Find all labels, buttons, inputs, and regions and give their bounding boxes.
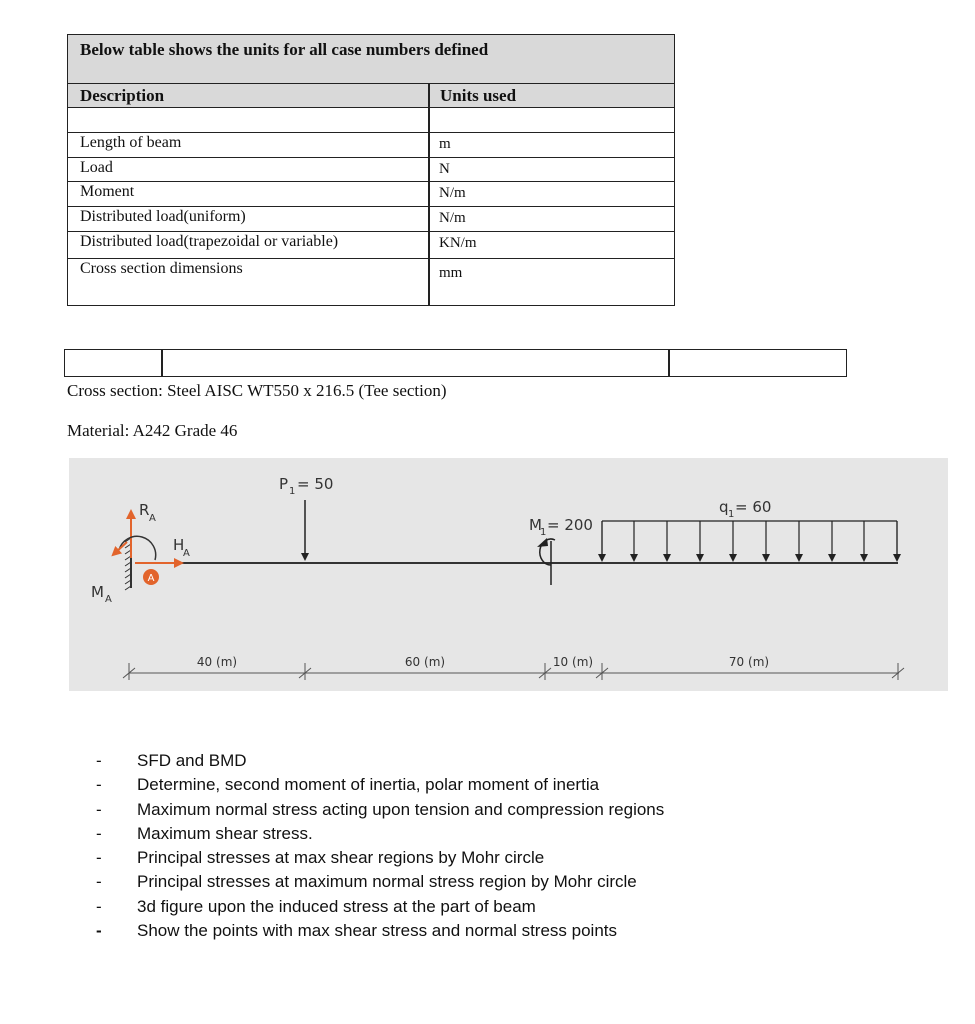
- moment-value: = 200: [547, 516, 593, 534]
- list-item-text: 3d figure upon the induced stress at the part of beam: [137, 896, 536, 916]
- column-header-units: Units used: [440, 86, 517, 105]
- list-item-text: Determine, second moment of inertia, polar moment of inertia: [137, 775, 600, 795]
- ra-label: R: [139, 501, 150, 519]
- list-item-text: Show the points with max shear stress and normal stress points: [137, 921, 617, 941]
- point-load-label: P: [279, 475, 289, 493]
- row-unit: N: [439, 161, 450, 177]
- beam-diagram-svg: [69, 458, 948, 691]
- column-divider: [428, 84, 430, 305]
- units-table-title: Below table shows the units for all case numbers defined: [68, 35, 674, 84]
- ma-subscript: A: [105, 594, 112, 605]
- ma-label: M: [91, 583, 104, 601]
- row-description: Load: [80, 159, 113, 176]
- list-item-text: Maximum normal stress acting upon tension and compression regions: [137, 799, 665, 819]
- row-unit: m: [439, 136, 451, 152]
- cell-divider: [668, 350, 670, 376]
- dimension-label: 10 (m): [552, 655, 594, 669]
- beam-diagram: [69, 458, 948, 691]
- ra-subscript: A: [149, 513, 156, 524]
- row-unit: N/m: [439, 210, 466, 226]
- table-row: [68, 182, 674, 207]
- point-load-value: = 50: [297, 475, 334, 493]
- dimension-label: 40 (m): [196, 655, 238, 669]
- units-table: [67, 34, 675, 306]
- udl-label: q: [719, 498, 729, 516]
- material-caption: Material: A242 Grade 46: [67, 421, 238, 440]
- table-row: [68, 158, 674, 182]
- list-item-text: Principal stresses at maximum normal stress region by Mohr circle: [137, 872, 637, 892]
- ma-arc: [119, 536, 156, 560]
- list-item-text: SFD and BMD: [137, 751, 247, 770]
- row-description: Distributed load(trapezoidal or variable): [80, 233, 339, 250]
- dimension-ticks: [123, 663, 904, 680]
- dimension-label: 70 (m): [728, 655, 770, 669]
- ha-label: H: [173, 536, 185, 554]
- udl-subscript: 1: [728, 509, 735, 520]
- table-row-empty: [68, 108, 674, 133]
- dimension-label: 60 (m): [404, 655, 446, 669]
- moment-arrowhead: [537, 538, 548, 547]
- point-load-subscript: 1: [289, 486, 296, 497]
- table-row: [68, 133, 674, 158]
- case-number-row: [64, 349, 847, 377]
- row-unit: KN/m: [439, 235, 477, 251]
- udl-value: = 60: [735, 498, 772, 516]
- table-row: [68, 232, 674, 259]
- row-unit: N/m: [439, 185, 466, 201]
- table-row: [68, 207, 674, 232]
- cell-divider: [161, 350, 163, 376]
- row-description: Distributed load(uniform): [80, 208, 246, 225]
- udl-arrows: [602, 521, 897, 558]
- row-unit: mm: [439, 265, 463, 281]
- moment-label: M: [529, 516, 542, 534]
- row-description: Length of beam: [80, 134, 182, 151]
- moment-subscript: 1: [540, 527, 547, 538]
- row-description: Moment: [80, 183, 135, 200]
- list-item-text: Principal stresses at max shear regions by Mohr circle: [137, 848, 545, 868]
- node-a-label: A: [147, 573, 155, 584]
- ha-subscript: A: [183, 548, 190, 559]
- list-item-text: Maximum shear stress.: [137, 823, 313, 843]
- units-table-column-headers: [68, 84, 674, 108]
- table-row: [68, 259, 674, 305]
- cross-section-caption: Cross section: Steel AISC WT550 x 216.5 (Tee section): [67, 381, 447, 400]
- column-header-description: Description: [80, 86, 165, 105]
- row-description: Cross section dimensions: [80, 260, 243, 277]
